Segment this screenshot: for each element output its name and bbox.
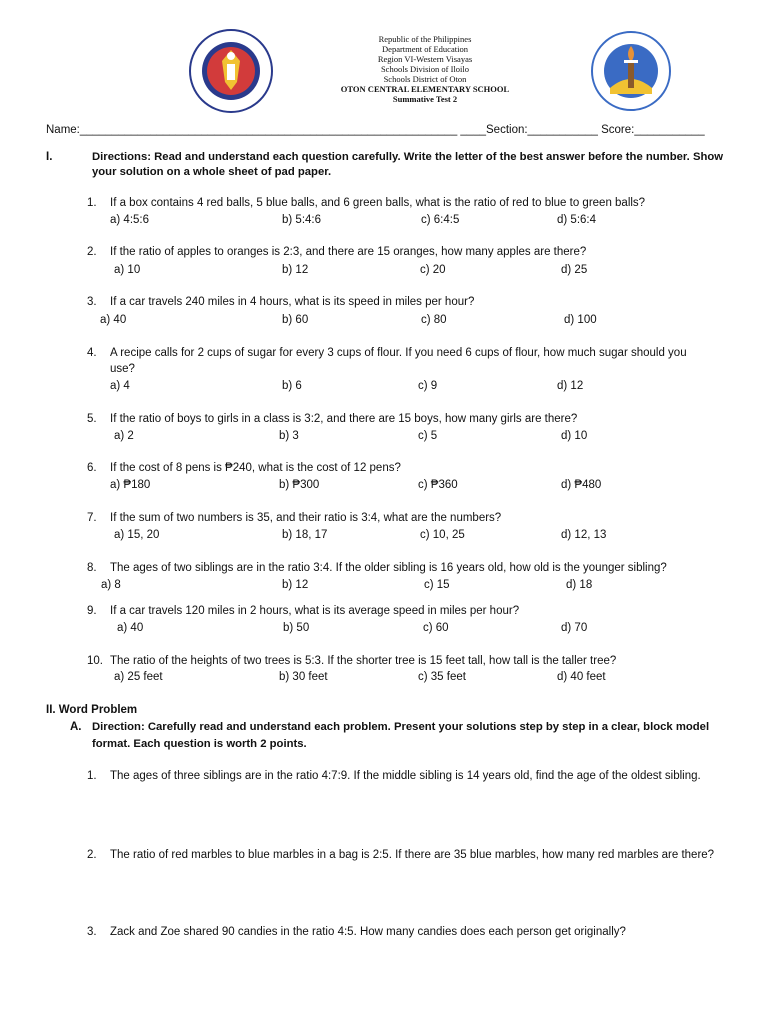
option-b: b) 5:4:6 bbox=[282, 214, 321, 226]
option-a: a) 25 feet bbox=[114, 671, 163, 683]
option-a: a) 4:5:6 bbox=[110, 214, 149, 226]
option-b: b) ₱300 bbox=[279, 479, 320, 491]
option-a: a) 40 bbox=[100, 314, 127, 326]
part-two-directions: Direction: Carefully read and understand each problem. Present your solutions step by step in a clear, block model bbox=[92, 721, 710, 733]
question-number: 1. bbox=[87, 197, 97, 209]
school-name: OTON CENTRAL ELEMENTARY SCHOOL bbox=[340, 84, 510, 94]
question-number: 3. bbox=[87, 296, 97, 308]
question-number: 8. bbox=[87, 562, 97, 574]
header-line: Department of Education bbox=[382, 44, 468, 54]
option-a: a) 10 bbox=[114, 264, 141, 276]
question-text: If a car travels 240 miles in 4 hours, what is its speed in miles per hour? bbox=[110, 296, 475, 308]
option-d: d) 25 bbox=[561, 264, 588, 276]
question-text-cont: use? bbox=[110, 363, 135, 375]
option-d: d) 40 feet bbox=[557, 671, 606, 683]
part-one-directions: Directions: Read and understand each question carefully. Write the letter of the best answer before the number. Show bbox=[92, 151, 724, 163]
part-one-numeral: I. bbox=[46, 151, 53, 163]
question-number: 4. bbox=[87, 347, 97, 359]
option-c: c) 5 bbox=[418, 430, 438, 442]
question-number: 10. bbox=[87, 655, 103, 667]
part-two-sub-letter: A. bbox=[70, 721, 82, 733]
question-text: If the cost of 8 pens is ₱240, what is the cost of 12 pens? bbox=[110, 462, 401, 474]
question-number: 2. bbox=[87, 246, 97, 258]
question-text: If a box contains 4 red balls, 5 blue balls, and 6 green balls, what is the ratio of red to blue to green balls? bbox=[110, 197, 646, 209]
option-c: c) 6:4:5 bbox=[421, 214, 460, 226]
option-d: d) 12 bbox=[557, 380, 584, 392]
option-b: b) 30 feet bbox=[279, 671, 328, 683]
header-line: Region VI-Western Visayas bbox=[377, 54, 473, 64]
part-two-directions-cont: format. Each question is worth 2 points. bbox=[92, 738, 307, 750]
option-d: d) 100 bbox=[564, 314, 597, 326]
option-d: d) 70 bbox=[561, 622, 588, 634]
option-c: c) 35 feet bbox=[418, 671, 466, 683]
option-b: b) 50 bbox=[283, 622, 310, 634]
question-text: A recipe calls for 2 cups of sugar for every 3 cups of flour. If you need 6 cups of flour, how much sugar should you bbox=[110, 347, 687, 359]
option-b: b) 3 bbox=[279, 430, 299, 442]
question-number: 6. bbox=[87, 462, 97, 474]
option-d: d) 18 bbox=[566, 579, 593, 591]
question-text: If the ratio of apples to oranges is 2:3, and there are 15 oranges, how many apples are there? bbox=[110, 246, 587, 258]
option-d: d) ₱480 bbox=[561, 479, 602, 491]
option-c: c) 60 bbox=[423, 622, 449, 634]
header-line: Schools Division of Iloilo bbox=[380, 64, 470, 74]
option-c: c) ₱360 bbox=[418, 479, 458, 491]
option-b: b) 18, 17 bbox=[282, 529, 328, 541]
option-a: a) 8 bbox=[101, 579, 121, 591]
option-c: c) 9 bbox=[418, 380, 438, 392]
option-d: d) 5:6:4 bbox=[557, 214, 596, 226]
question-text: If the ratio of boys to girls in a class is 3:2, and there are 15 boys, how many girls are there? bbox=[110, 413, 578, 425]
option-c: c) 15 bbox=[424, 579, 450, 591]
problem-text: The ratio of red marbles to blue marbles in a bag is 2:5. If there are 35 blue marbles, how many red marbles are there? bbox=[110, 849, 715, 861]
question-number: 5. bbox=[87, 413, 97, 425]
problem-number: 1. bbox=[87, 770, 97, 782]
option-a: a) 15, 20 bbox=[114, 529, 160, 541]
part-two-title: II. Word Problem bbox=[46, 704, 138, 716]
option-c: c) 20 bbox=[420, 264, 446, 276]
question-number: 7. bbox=[87, 512, 97, 524]
problem-text: Zack and Zoe shared 90 candies in the ratio 4:5. How many candies does each person get originally? bbox=[110, 926, 626, 938]
option-a: a) ₱180 bbox=[110, 479, 151, 491]
question-text: If a car travels 120 miles in 2 hours, what is its average speed in miles per hour? bbox=[110, 605, 520, 617]
option-c: c) 80 bbox=[421, 314, 447, 326]
name-section-score-line: Name:___________________________________________________________ ____Section:___________ Score:___________ bbox=[46, 124, 705, 136]
option-a: a) 4 bbox=[110, 380, 130, 392]
option-b: b) 12 bbox=[282, 264, 309, 276]
option-d: d) 12, 13 bbox=[561, 529, 607, 541]
question-number: 9. bbox=[87, 605, 97, 617]
option-a: a) 40 bbox=[117, 622, 144, 634]
header-line: Republic of the Philippines bbox=[378, 34, 472, 44]
header-line: Schools District of Oton bbox=[383, 74, 467, 84]
question-text: The ages of two siblings are in the ratio 3:4. If the older sibling is 16 years old, how old is the younger sibling? bbox=[110, 562, 667, 574]
option-d: d) 10 bbox=[561, 430, 588, 442]
deped-seal-logo bbox=[188, 28, 274, 114]
problem-number: 3. bbox=[87, 926, 97, 938]
test-title: Summative Test 2 bbox=[392, 94, 458, 104]
option-b: b) 60 bbox=[282, 314, 309, 326]
problem-text: The ages of three siblings are in the ratio 4:7:9. If the middle sibling is 14 years old, find the age of the oldest sibling. bbox=[110, 770, 701, 782]
option-b: b) 12 bbox=[282, 579, 309, 591]
question-text: If the sum of two numbers is 35, and their ratio is 3:4, what are the numbers? bbox=[110, 512, 502, 524]
school-seal-logo bbox=[590, 30, 672, 112]
option-c: c) 10, 25 bbox=[420, 529, 465, 541]
option-b: b) 6 bbox=[282, 380, 302, 392]
option-a: a) 2 bbox=[114, 430, 134, 442]
part-one-directions-cont: your solution on a whole sheet of pad paper. bbox=[92, 166, 332, 178]
question-text: The ratio of the heights of two trees is 5:3. If the shorter tree is 15 feet tall, how tall is the taller tree? bbox=[110, 655, 617, 667]
problem-number: 2. bbox=[87, 849, 97, 861]
